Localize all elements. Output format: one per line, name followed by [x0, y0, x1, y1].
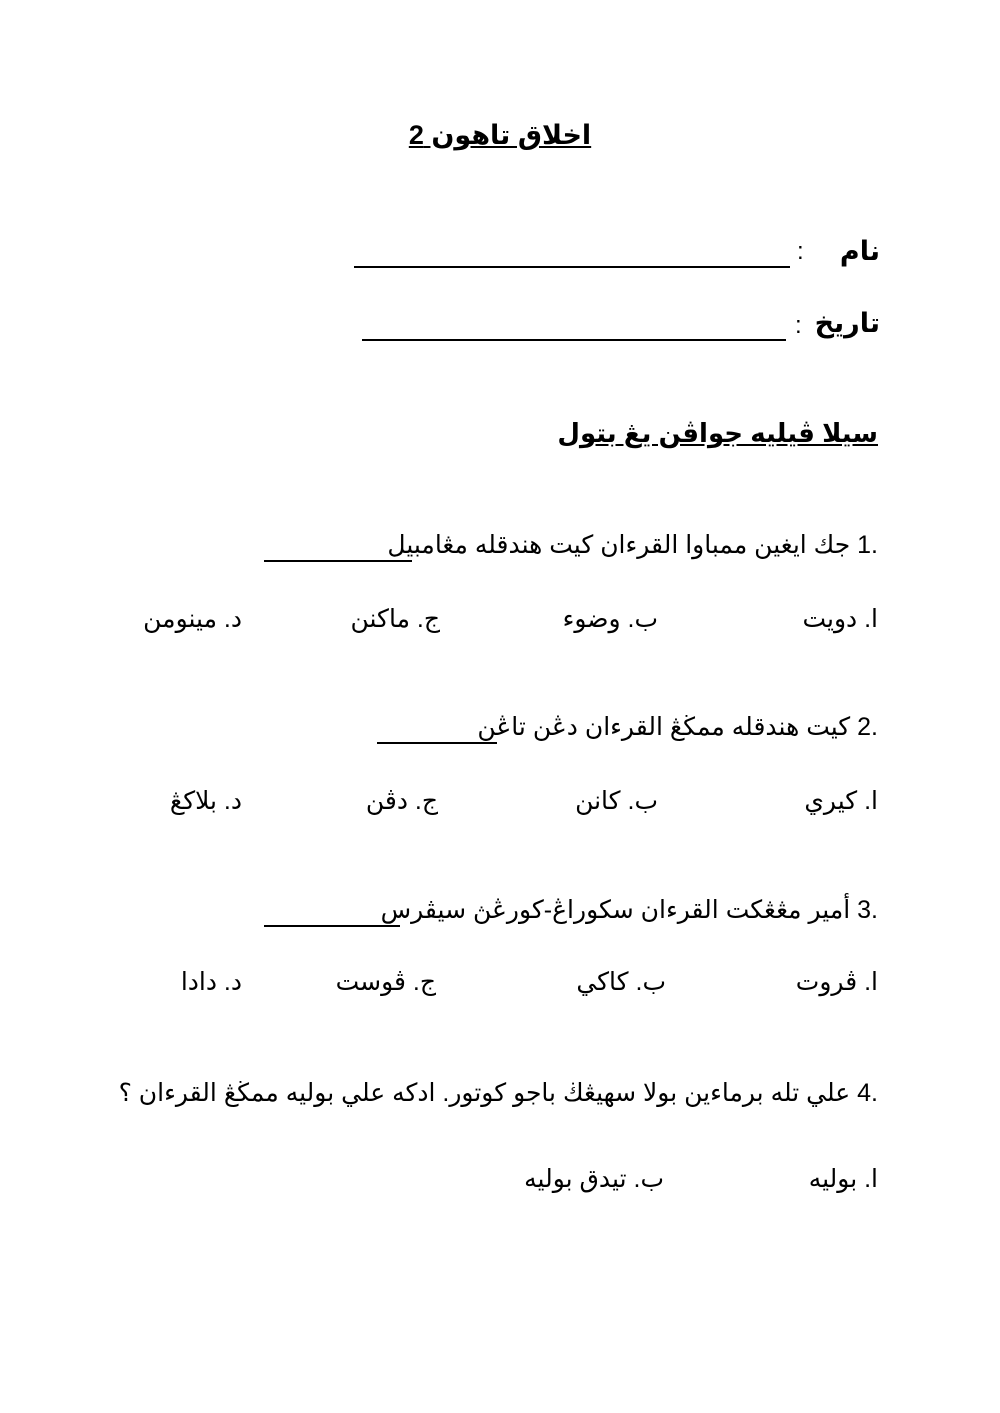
date-colon: :	[795, 312, 802, 339]
option-a[interactable]: ا. كيري	[804, 787, 878, 815]
worksheet-title: اخلاق تاهون 2	[408, 120, 592, 150]
date-label: تاريخ	[814, 308, 880, 338]
question-number: 2.	[857, 713, 878, 741]
date-blank-line[interactable]	[362, 339, 786, 341]
option-d[interactable]: د. بلاكڠ	[169, 787, 242, 815]
name-colon: :	[797, 238, 804, 265]
answer-blank-line[interactable]	[264, 560, 412, 562]
answer-blank-line[interactable]	[377, 742, 497, 744]
option-c[interactable]: ج. دڤن	[365, 787, 438, 815]
option-d[interactable]: د. دادا	[180, 968, 242, 996]
question-number: 1.	[857, 531, 878, 559]
question-text: أمير مڠڠكت القرءان سكوراڠ-كورڠڽ سيڤرس	[380, 896, 851, 924]
option-c[interactable]: ج. ڤوست	[335, 968, 436, 996]
option-b[interactable]: ب. كاكي	[576, 968, 666, 996]
option-b[interactable]: ب. كانن	[575, 787, 658, 815]
question-text: كيت هندقله ممڬڠ القرءان دڠن تاڠن	[477, 713, 851, 741]
option-c[interactable]: ج. ماكنن	[350, 605, 440, 633]
question-text: جك ايغين ممباوا القرءان كيت هندقله مڠامبيل	[387, 531, 851, 559]
option-a[interactable]: ا. دويت	[802, 605, 878, 633]
question-4	[119, 1078, 878, 1108]
name-label: نام	[839, 236, 880, 266]
question-text: علي تله برماءين بولا سهيڠڬ باجو كوتور. ادكه علي بوليه ممڬڠ القرءان ؟	[118, 1079, 851, 1107]
question-2	[477, 712, 878, 742]
question-3	[381, 895, 878, 925]
instruction-heading: سيلا ڤيليه جواڤن يڠ بتول	[557, 418, 878, 448]
option-b[interactable]: ب. وضوء	[562, 605, 658, 633]
question-number: 3.	[857, 896, 878, 924]
option-d[interactable]: د. مينومن	[143, 605, 242, 633]
name-blank-line[interactable]	[354, 266, 790, 268]
question-1	[387, 530, 878, 560]
option-a[interactable]: ا. ڤروت	[795, 968, 878, 996]
answer-blank-line[interactable]	[264, 925, 400, 927]
option-b[interactable]: ب. تيدق بوليه	[524, 1165, 664, 1193]
question-number: 4.	[857, 1079, 878, 1107]
option-a[interactable]: ا. بوليه	[808, 1165, 878, 1193]
